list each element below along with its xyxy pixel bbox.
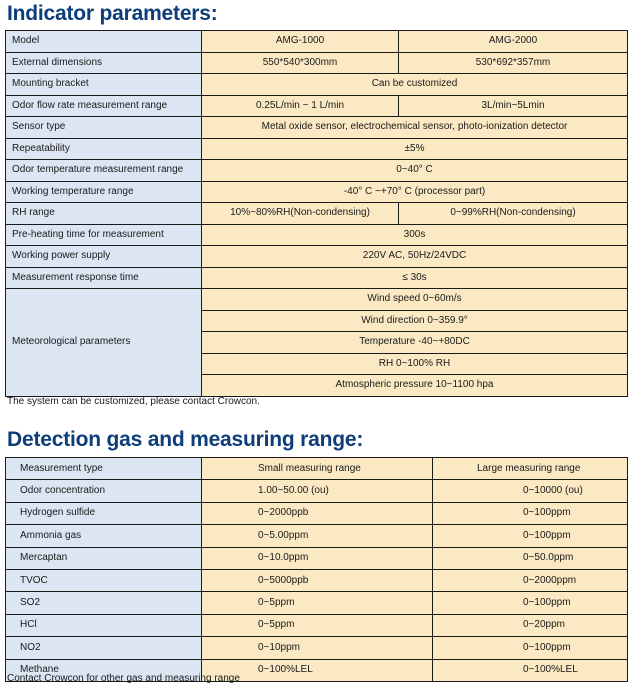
cell-value: Wind direction 0~359.9°	[202, 310, 628, 332]
row-label: Odor temperature measurement range	[6, 160, 202, 182]
gas-name: Hydrogen sulfide	[6, 502, 202, 524]
gas-name: Ammonia gas	[6, 525, 202, 547]
large-range: 0~100ppm	[433, 637, 628, 659]
cell-value: Temperature -40~+80DC	[202, 332, 628, 354]
cell-value: ±5%	[202, 138, 628, 160]
large-range: 0~100%LEL	[433, 659, 628, 681]
table-row	[6, 267, 628, 289]
cell-value: AMG-1000	[202, 31, 399, 53]
cell-value: RH 0~100% RH	[202, 353, 628, 375]
cell-value: 0.25L/min ~ 1 L/min	[202, 95, 399, 117]
row-label: RH range	[6, 203, 202, 225]
table-row	[6, 181, 628, 203]
cell-value: 530*692*357mm	[399, 52, 628, 74]
row-label: Mounting bracket	[6, 74, 202, 96]
cell-value: 0~40° C	[202, 160, 628, 182]
cell-value: -40° C ~+70° C (processor part)	[202, 181, 628, 203]
row-label: Pre-heating time for measurement	[6, 224, 202, 246]
row-label: Odor flow rate measurement range	[6, 95, 202, 117]
table-row	[6, 138, 628, 160]
gas-name: HCl	[6, 614, 202, 636]
small-range: 0~10.0ppm	[202, 547, 433, 569]
gas-name: NO2	[6, 637, 202, 659]
table-row	[6, 637, 628, 659]
gas-name: TVOC	[6, 569, 202, 591]
header-cell: Large measuring range	[433, 458, 628, 480]
gas-name: Methane	[6, 659, 202, 681]
table-row	[6, 569, 628, 591]
row-label: Working power supply	[6, 246, 202, 268]
gas-name: Odor concentration	[6, 480, 202, 502]
table-row	[6, 31, 628, 53]
small-range: 0~5.00ppm	[202, 525, 433, 547]
gas-table	[5, 457, 628, 682]
table-row	[6, 502, 628, 524]
indicator-table	[5, 30, 628, 397]
table-row	[6, 289, 628, 311]
header-cell: Measurement type	[6, 458, 202, 480]
table-row	[6, 95, 628, 117]
cell-value: 550*540*300mm	[202, 52, 399, 74]
small-range: 0~2000ppb	[202, 502, 433, 524]
cell-value: Wind speed 0~60m/s	[202, 289, 628, 311]
table-row	[6, 203, 628, 225]
cell-value: AMG-2000	[399, 31, 628, 53]
cell-value: Metal oxide sensor, electrochemical sensor, photo-ionization detector	[202, 117, 628, 139]
large-range: 0~2000ppm	[433, 569, 628, 591]
row-label: Repeatability	[6, 138, 202, 160]
cell-value: Can be customized	[202, 74, 628, 96]
table-row	[6, 52, 628, 74]
small-range: 0~5ppm	[202, 614, 433, 636]
indicator-heading: Indicator parameters:	[7, 2, 218, 25]
table-row	[6, 614, 628, 636]
table-row	[6, 246, 628, 268]
gas-note: Contact Crowcon for other gas and measuring range	[7, 673, 240, 684]
table-row	[6, 547, 628, 569]
row-label: Model	[6, 31, 202, 53]
row-label: External dimensions	[6, 52, 202, 74]
small-range: 0~5000ppb	[202, 569, 433, 591]
small-range: 1.00~50.00 (ou)	[202, 480, 433, 502]
small-range: 0~5ppm	[202, 592, 433, 614]
cell-value: 300s	[202, 224, 628, 246]
large-range: 0~10000 (ou)	[433, 480, 628, 502]
small-range: 0~100%LEL	[202, 659, 433, 681]
gas-heading: Detection gas and measuring range:	[7, 428, 364, 451]
large-range: 0~100ppm	[433, 592, 628, 614]
row-label: Meteorological parameters	[6, 289, 202, 397]
table-row	[6, 224, 628, 246]
table-row	[6, 117, 628, 139]
cell-value: ≤ 30s	[202, 267, 628, 289]
large-range: 0~50.0ppm	[433, 547, 628, 569]
large-range: 0~100ppm	[433, 502, 628, 524]
large-range: 0~100ppm	[433, 525, 628, 547]
cell-value: 220V AC, 50Hz/24VDC	[202, 246, 628, 268]
row-label: Measurement response time	[6, 267, 202, 289]
row-label: Working temperature range	[6, 181, 202, 203]
cell-value: 0~99%RH(Non-condensing)	[399, 203, 628, 225]
cell-value: Atmospheric pressure 10~1100 hpa	[202, 375, 628, 397]
header-cell: Small measuring range	[202, 458, 433, 480]
table-row	[6, 592, 628, 614]
gas-name: SO2	[6, 592, 202, 614]
table-row	[6, 525, 628, 547]
cell-value: 10%~80%RH(Non-condensing)	[202, 203, 399, 225]
gas-name: Mercaptan	[6, 547, 202, 569]
indicator-note: The system can be customized, please contact Crowcon.	[7, 396, 260, 407]
table-row	[6, 480, 628, 502]
cell-value: 3L/min~5Lmin	[399, 95, 628, 117]
small-range: 0~10ppm	[202, 637, 433, 659]
large-range: 0~20ppm	[433, 614, 628, 636]
table-header-row	[6, 458, 628, 480]
table-row	[6, 160, 628, 182]
table-row	[6, 74, 628, 96]
row-label: Sensor type	[6, 117, 202, 139]
